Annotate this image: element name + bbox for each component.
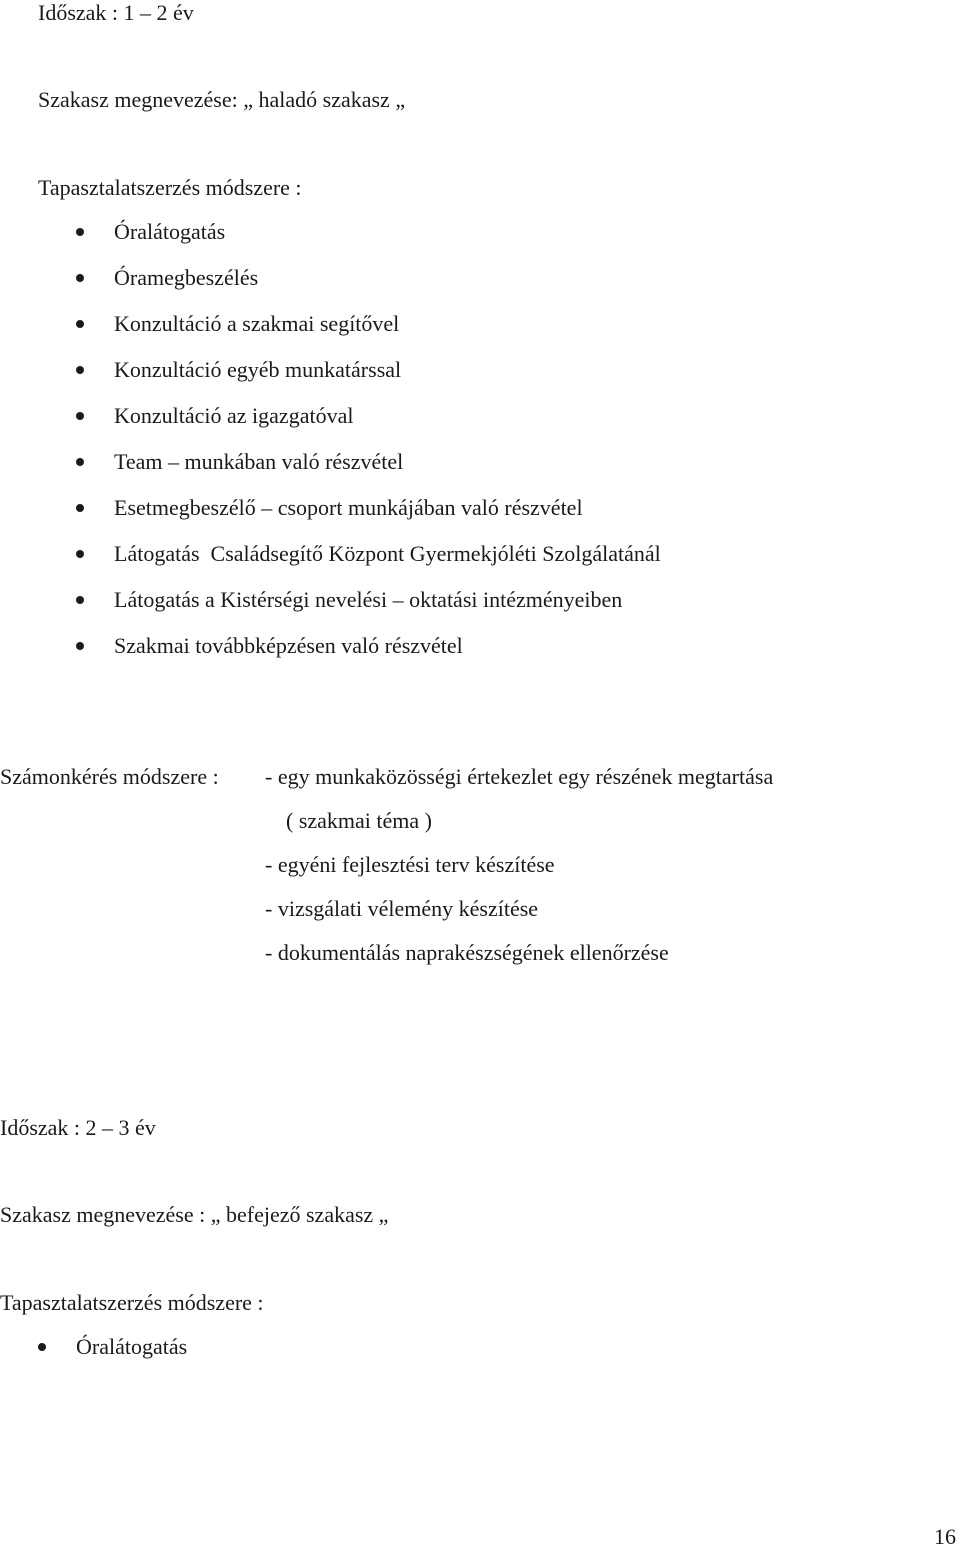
list-item: Konzultáció a szakmai segítővel xyxy=(114,311,400,336)
period-heading: Időszak : 1 – 2 év xyxy=(38,0,194,25)
list-item: Konzultáció az igazgatóval xyxy=(114,403,354,428)
bullet-icon xyxy=(38,1343,46,1351)
list-item: Óramegbeszélés xyxy=(114,265,259,290)
bullet-icon xyxy=(76,320,84,328)
assessment-item: ( szakmai téma ) xyxy=(286,808,432,833)
stage-name-2: Szakasz megnevezése : „ befejező szakasz „ xyxy=(0,1202,389,1227)
bullet-icon xyxy=(76,412,84,420)
list-item: Óralátogatás xyxy=(114,219,226,244)
bullet-icon xyxy=(76,458,84,466)
bullet-icon xyxy=(76,228,84,236)
bullet-icon xyxy=(76,504,84,512)
page-number: 16 xyxy=(934,1524,956,1549)
bullet-icon xyxy=(76,550,84,558)
period-heading-2: Időszak : 2 – 3 év xyxy=(0,1115,156,1140)
list-item: Látogatás a Kistérségi nevelési – oktatási intézményeiben xyxy=(114,587,623,612)
assessment-item: - dokumentálás naprakészségének ellenőrzése xyxy=(265,940,669,965)
methods-title: Tapasztalatszerzés módszere : xyxy=(38,175,302,200)
bullet-icon xyxy=(76,366,84,374)
assessment-label: Számonkérés módszere : xyxy=(0,764,219,789)
assessment-item: - vizsgálati vélemény készítése xyxy=(265,896,539,921)
list-item: Konzultáció egyéb munkatárssal xyxy=(114,357,402,382)
bullet-icon xyxy=(76,274,84,282)
list-item: Team – munkában való részvétel xyxy=(114,449,404,474)
list-item: Szakmai továbbképzésen való részvétel xyxy=(114,633,463,658)
bullet-icon xyxy=(76,642,84,650)
assessment-item: - egy munkaközösségi értekezlet egy részének megtartása xyxy=(265,764,774,789)
bullet-icon xyxy=(76,596,84,604)
methods-title-2: Tapasztalatszerzés módszere : xyxy=(0,1290,264,1315)
stage-name: Szakasz megnevezése: „ haladó szakasz „ xyxy=(38,87,406,112)
list-item: Esetmegbeszélő – csoport munkájában való részvétel xyxy=(114,495,583,520)
list-item: Látogatás Családsegítő Központ Gyermekjóléti Szolgálatánál xyxy=(114,541,661,566)
list-item: Óralátogatás xyxy=(76,1334,188,1359)
assessment-item: - egyéni fejlesztési terv készítése xyxy=(265,852,555,877)
